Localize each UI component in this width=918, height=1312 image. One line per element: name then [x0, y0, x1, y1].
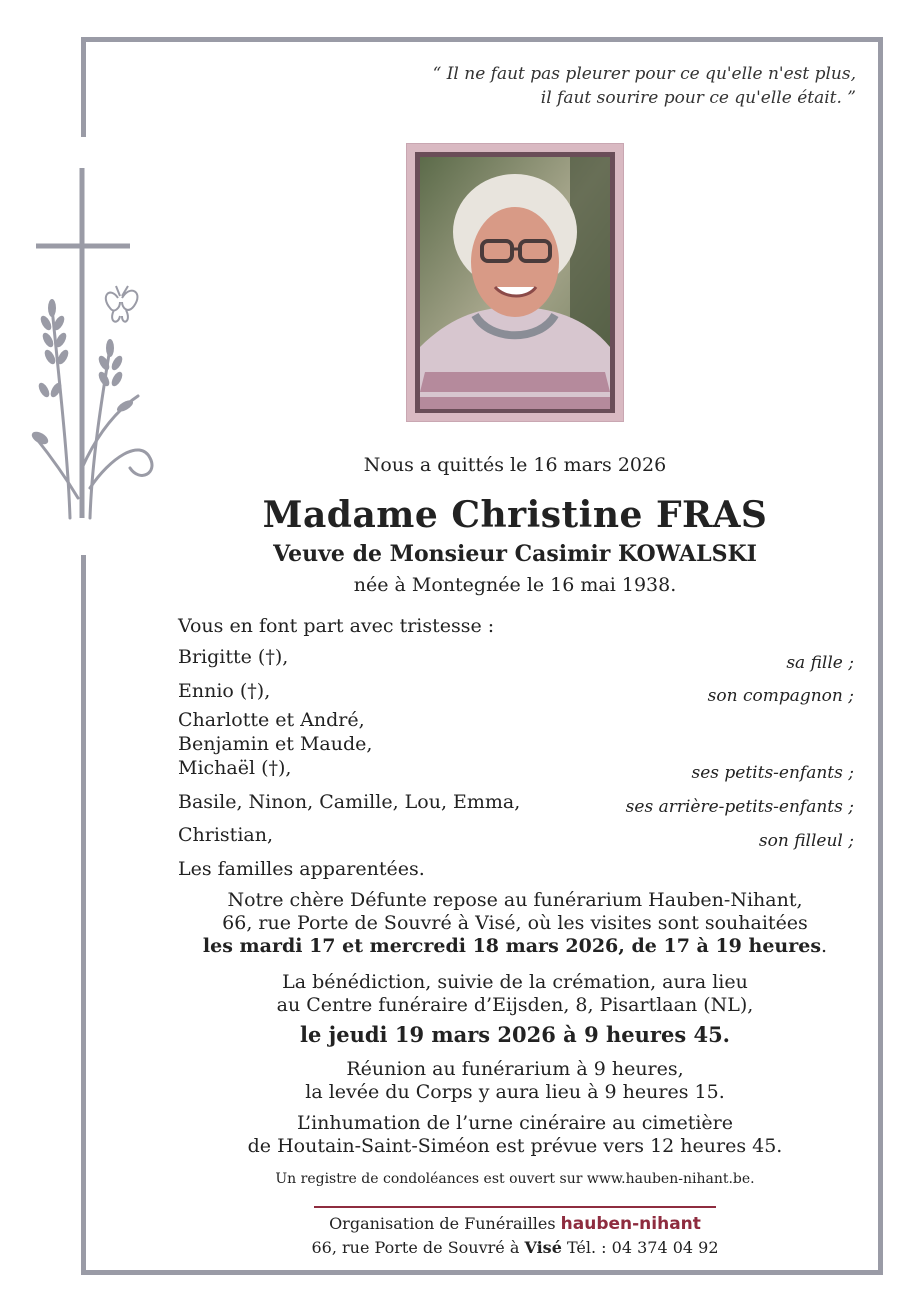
blessing-line-2: au Centre funéraire d’Eijsden, 8, Pisartlaan (NL), — [276, 994, 754, 1016]
brand-logo: hauben-nihant — [560, 1214, 701, 1234]
relation-2: son compagnon ; — [707, 686, 854, 706]
widow-line: Veuve de Monsieur Casimir KOWALSKI — [273, 541, 757, 567]
visits-dates: les mardi 17 et mercredi 18 mars 2026, de 17 à 19 heures — [202, 935, 822, 957]
address-line — [100, 1238, 918, 1257]
relation-5: son filleul ; — [758, 831, 854, 851]
portrait-photo — [420, 157, 610, 409]
footer-divider — [314, 1206, 716, 1208]
relation-3: ses petits-enfants ; — [691, 763, 854, 783]
family-member-2: Ennio (†), — [178, 680, 271, 702]
burial-line-1: L’inhumation de l’urne cinéraire au cimetière — [297, 1112, 733, 1134]
frame-top-border — [81, 37, 883, 42]
organisation-line — [100, 1214, 918, 1234]
family-member-3b: Benjamin et Maude, — [178, 733, 373, 755]
portrait-icon — [420, 157, 610, 409]
condolence-register: Un registre de condoléances est ouvert sur www.hauben-nihant.be. — [275, 1171, 755, 1187]
family-member-1: Brigitte (†), — [178, 646, 289, 668]
relation-4: ses arrière-petits-enfants ; — [625, 797, 854, 817]
address-prefix: 66, rue Porte de Souvré à — [311, 1238, 525, 1257]
organisation-label: Organisation de Funérailles — [329, 1214, 556, 1233]
burial-info — [100, 1112, 918, 1158]
deceased-name: Madame Christine FRAS — [262, 494, 768, 536]
repose-info — [100, 889, 918, 958]
quote-line-2: il faut sourire pour ce qu'elle était. ” — [540, 88, 856, 108]
repose-line-1: Notre chère Défunte repose au funérarium Hauben-Nihant, — [227, 889, 803, 911]
photo-frame — [406, 143, 624, 422]
repose-line-2: 66, rue Porte de Souvré à Visé, où les visites sont souhaitées — [222, 912, 808, 934]
family-member-3a: Charlotte et André, — [178, 709, 365, 731]
burial-line-2: de Houtain-Saint-Siméon est prévue vers 12 heures 45. — [247, 1135, 783, 1157]
visits-line — [100, 935, 918, 958]
meeting-line-1: Réunion au funérarium à 9 heures, — [346, 1058, 684, 1080]
blessing-date: le jeudi 19 mars 2026 à 9 heures 45. — [300, 1022, 730, 1047]
family-member-3c: Michaël (†), — [178, 757, 292, 779]
death-date: Nous a quittés le 16 mars 2026 — [363, 454, 667, 476]
blessing-line-1: La bénédiction, suivie de la crémation, aura lieu — [282, 971, 748, 993]
frame-left-border-lower — [81, 555, 86, 1275]
family-member-5: Christian, — [178, 824, 273, 846]
visits-period: . — [821, 935, 828, 957]
phone-number: Tél. : 04 374 04 92 — [566, 1238, 719, 1257]
birth-line: née à Montegnée le 16 mai 1938. — [353, 574, 677, 596]
blessing-info — [100, 971, 918, 1017]
address-city: Visé — [524, 1238, 562, 1257]
frame-left-border-upper — [81, 37, 86, 137]
meeting-line-2: la levée du Corps y aura lieu à 9 heures 15. — [305, 1081, 725, 1103]
meeting-info — [100, 1058, 918, 1104]
family-member-4: Basile, Ninon, Camille, Lou, Emma, — [178, 791, 521, 813]
quote-line-1: “ Il ne faut pas pleurer pour ce qu'elle n'est plus, — [432, 64, 856, 84]
memorial-quote — [296, 62, 856, 110]
frame-bottom-border — [81, 1270, 883, 1275]
relation-1: sa fille ; — [786, 653, 854, 673]
family-member-6: Les familles apparentées. — [178, 858, 425, 880]
family-intro: Vous en font part avec tristesse : — [178, 615, 495, 637]
